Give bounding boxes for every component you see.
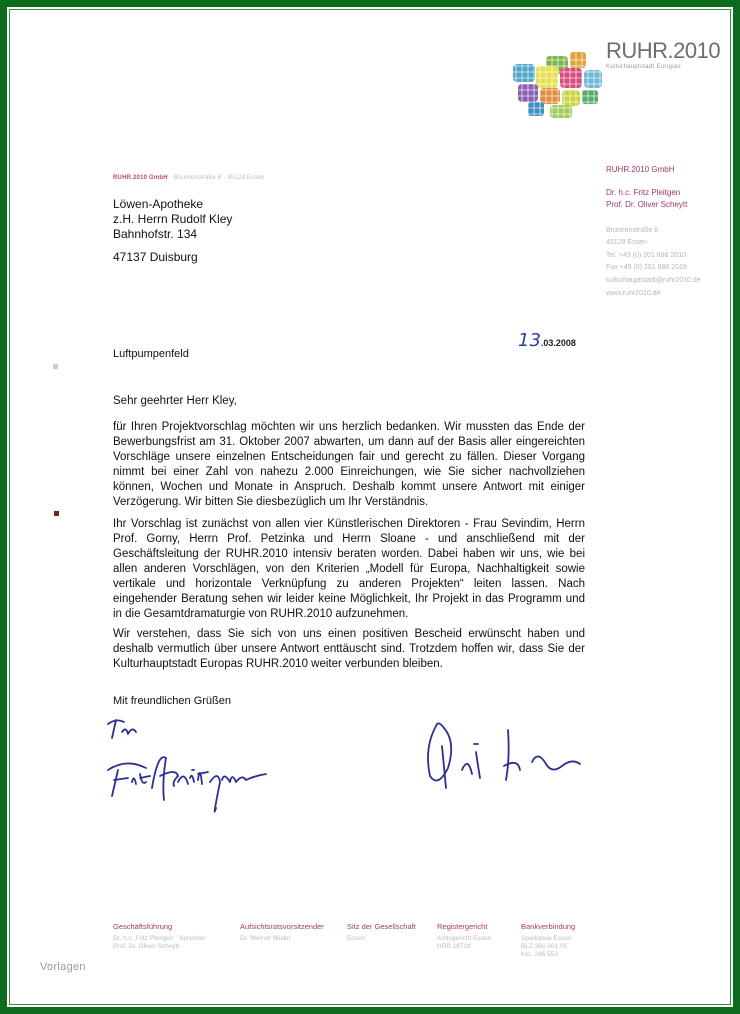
sidebar-contact-line: kulturhauptstadt@ruhr2010.de [606,277,701,284]
sidebar-director: Dr. h.c. Fritz Pleitgen [606,188,681,197]
footer-line: Dr. h.c. Fritz Pleitgen · Sprecher [113,935,206,942]
punch-mark [53,364,58,369]
footer-column [240,922,340,943]
signature-scheytt [422,718,592,798]
footer-line: BLZ 360 501 05 [521,943,568,950]
sidebar-contact-line: Brunnenstraße 8 [606,227,659,234]
recipient-address [113,197,232,242]
sidebar-contact-line: 45128 Essen [606,239,647,246]
footer-column [521,922,596,959]
letter-subject: Luftpumpenfeld [113,348,189,360]
fold-mark [54,511,59,516]
footer-line: Dr. Werner Müller [240,935,291,942]
recipient-city: 47137 Duisburg [113,250,198,264]
footer-heading: Geschäftsführung [113,922,173,931]
logo-title: RUHR.2010 [606,38,721,63]
footer-line: Amtsgericht Essen [437,935,492,942]
closing: Mit freundlichen Grüßen [113,695,231,707]
sidebar-company: RUHR.2010 GmbH [606,165,675,174]
footer-heading: Registergericht [437,922,488,931]
recipient-line: z.H. Herrn Rudolf Kley [113,212,233,226]
letter-date [518,330,576,351]
watermark-label: Vorlagen [40,961,86,973]
body-paragraph: Ihr Vorschlag ist zunächst von allen vier Künstlerischen Direktoren - Frau Sevindim, Herrn Prof. Gorny, Herrn Prof. Petzinka und Herrn Sloane - und anschließend mit der Geschäftsleitung der RUHR.2010 intensiv beraten worden. Dabei haben wir uns, wie bei allen anderen Vorschlägen, von den Kriterien „Modell für Europa, Nachhaltigkeit sowie vertikale und horizontale Verknüpfung zu anderen Projekten“ leiten lassen. Nach eingehender Beratung sehen wir leider keine Möglichkeit, Ihr Projekt in das Programm und in die Gesamtdramaturgie von RUHR.2010 aufzunehmen. [113,518,585,620]
footer-line: HRB 18718 [437,943,471,950]
date-rest: .03.2008 [540,338,576,348]
sidebar-contact-line: www.ruhr2010.de [606,290,661,297]
sender-line: RUHR.2010 GmbH · Brunnenstraße 8 · 45128 Essen [113,175,265,181]
sidebar-contact-line: Tel. +49 (0) 201 888 2010 [606,252,686,259]
logo-subtitle: Kulturhauptstadt Europas [606,64,681,70]
date-day: 13 [518,330,541,351]
recipient-line: Löwen-Apotheke [113,197,204,211]
salutation: Sehr geehrter Herr Kley, [113,395,237,407]
footer-column [437,922,515,951]
footer-heading: Sitz der Gesellschaft [347,922,416,931]
footer-line: Essen [347,935,366,942]
sidebar-contact-line: Fax +49 (0) 201 888 2019 [606,264,687,271]
footer-heading: Aufsichtsratsvorsitzender [240,922,324,931]
signature-pleitgen [106,712,276,822]
footer-line: Kto. 246 553 [521,951,558,958]
footer-column [347,922,432,943]
footer-line: Prof. Dr. Oliver Scheytt [113,943,180,950]
footer-heading: Bankverbindung [521,922,576,931]
body-paragraph: für Ihren Projektvorschlag möchten wir uns herzlich bedanken. Wir mussten das Ende der Bewerbungsfrist am 31. Oktober 2007 abwarten, um dann auf der Basis aller eingereichten Vorschläge unsere einzelnen Entscheidungen fair und gerecht zu fällen. Dieser Vorgang nimmt bei einer Zahl von nahezu 2.000 Einreichungen, wie Sie sicher nachvollziehen können, Wochen und Monate in Anspruch. Deshalb kommt unsere Antwort mit einiger Verzögerung. Wir bitten Sie diesbezüglich um Ihr Verständnis. [113,421,585,508]
footer-line: Sparkasse Essen [521,935,572,942]
sidebar-director: Prof. Dr. Oliver Scheytt [606,200,688,209]
ruhr2010-logo-mosaic [510,50,604,120]
recipient-line: Bahnhofstr. 134 [113,227,198,241]
body-paragraph: Wir verstehen, dass Sie sich von uns einen positiven Bescheid erwünscht haben und deshalb vermutlich über unsere Antwort enttäuscht sind. Trotzdem hoffen wir, dass Sie der Kulturhauptstadt Europas RUHR.2010 weiter verbunden bleiben. [113,628,585,670]
footer-column [113,922,228,951]
